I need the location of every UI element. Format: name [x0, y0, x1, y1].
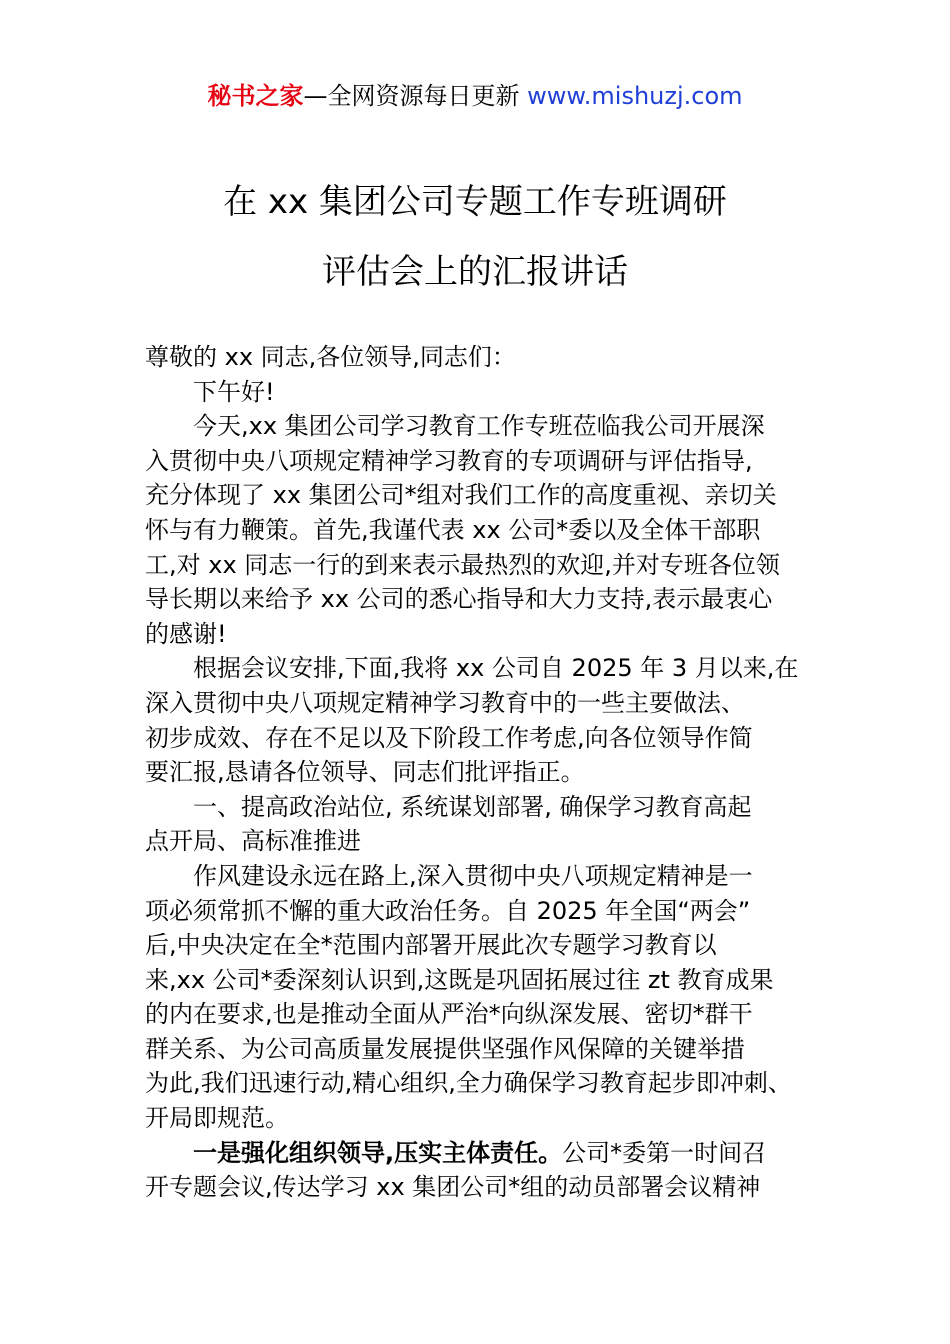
paragraph-line [145, 1136, 810, 1171]
paragraph-line: 开专题会议,传达学习 xx 集团公司*组的动员部署会议精神 [145, 1173, 761, 1202]
greeting: 下午好! [193, 377, 275, 406]
section-heading-line: 点开局、高标准推进 [145, 827, 361, 856]
paragraph-line: 初步成效、存在不足以及下阶段工作考虑,向各位领导作简 [145, 723, 753, 752]
paragraph-line: 根据会议安排,下面,我将 xx 公司自 2025 年 3 月以来,在 [193, 654, 799, 683]
section-heading-line: 一、提高政治站位, 系统谋划部署, 确保学习教育高起 [193, 792, 752, 821]
site-header [0, 80, 950, 112]
document-title-line-1: 在 xx 集团公司专题工作专班调研 [223, 182, 727, 222]
salutation: 尊敬的 xx 同志,各位领导,同志们： [145, 343, 516, 371]
document-title-line-2: 评估会上的汇报讲话 [322, 252, 628, 292]
site-tagline: —全网资源每日更新 [303, 82, 520, 110]
paragraph-line: 开局即规范。 [145, 1104, 289, 1133]
paragraph-line: 项必须常抓不懈的重大政治任务。自 2025 年全国“两会” [145, 896, 751, 925]
paragraph-line: 的感谢! [145, 619, 227, 648]
paragraph-line: 要汇报,恳请各位领导、同志们批评指正。 [145, 758, 585, 787]
paragraph-line: 充分体现了 xx 集团公司*组对我们工作的高度重视、亲切关 [145, 481, 777, 510]
paragraph-line: 今天,xx 集团公司学习教育工作专班莅临我公司开展深 [193, 412, 765, 441]
paragraph-line: 深入贯彻中央八项规定精神学习教育中的一些主要做法、 [145, 688, 745, 717]
site-brand: 秘书之家 [207, 82, 304, 110]
paragraph-line: 怀与有力鞭策。首先,我谨代表 xx 公司*委以及全体干部职 [145, 515, 761, 544]
paragraph-line: 的内在要求,也是推动全面从严治*向纵深发展、密切*群干 [145, 1000, 753, 1029]
paragraph-line: 为此,我们迅速行动,精心组织,全力确保学习教育起步即冲刺、 [145, 1069, 792, 1098]
paragraph-text: 公司*委第一时间召 [562, 1138, 767, 1167]
site-url-link[interactable]: www.mishuzj.com [527, 82, 743, 110]
bold-lead-phrase: 一是强化组织领导,压实主体责任。 [193, 1138, 563, 1167]
paragraph-line: 群关系、为公司高质量发展提供坚强作风保障的关键举措 [145, 1034, 745, 1063]
paragraph-line: 导长期以来给予 xx 公司的悉心指导和大力支持,表示最衷心 [145, 585, 773, 614]
document-body [145, 340, 810, 1205]
paragraph-line: 作风建设永远在路上,深入贯彻中央八项规定精神是一 [193, 861, 753, 890]
paragraph-line: 工,对 xx 同志一行的到来表示最热烈的欢迎,并对专班各位领 [145, 550, 780, 579]
paragraph-line: 来,xx 公司*委深刻认识到,这既是巩固拓展过往 zt 教育成果 [145, 965, 774, 994]
paragraph-line: 后,中央决定在全*范围内部署开展此次专题学习教育以 [145, 931, 717, 960]
paragraph-line: 入贯彻中央八项规定精神学习教育的专项调研与评估指导, [145, 446, 753, 475]
